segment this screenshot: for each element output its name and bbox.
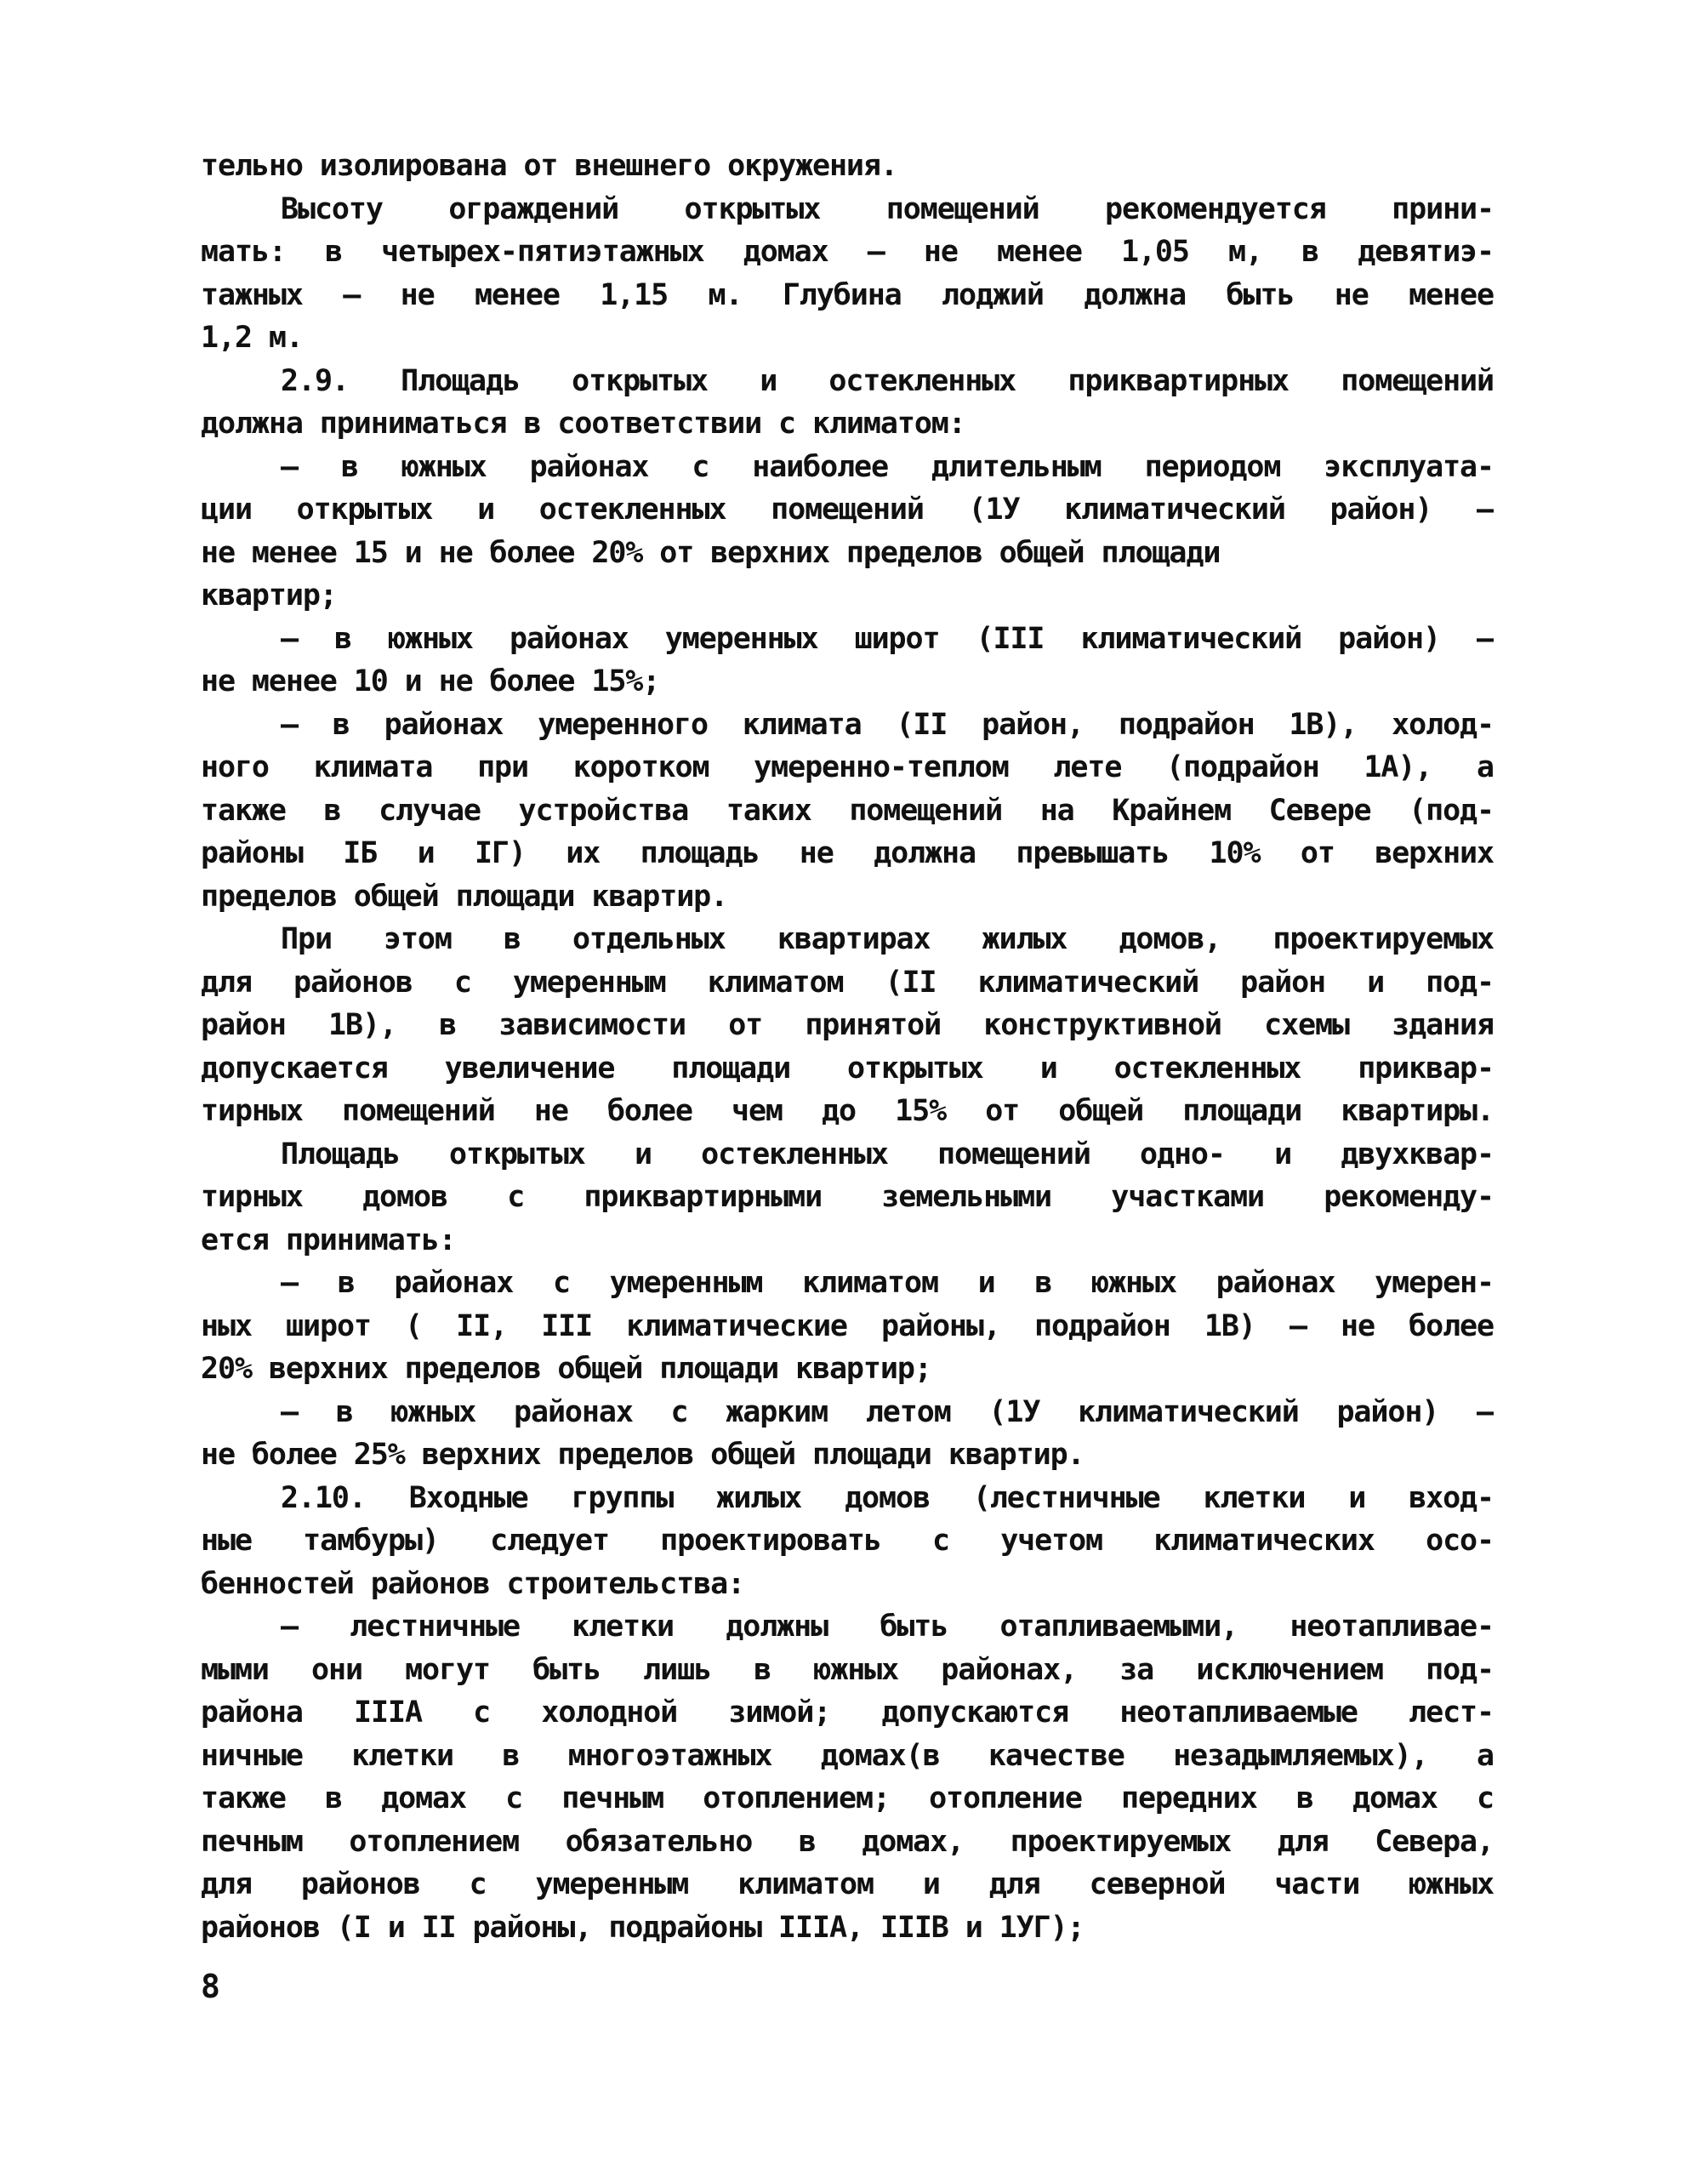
- page-number: 8: [201, 1968, 220, 2005]
- text-line: для районов с умеренным климатом и для северной части южных: [201, 1867, 1494, 1901]
- text-line: допускается увеличение площади открытых и остекленных приквар-: [201, 1051, 1494, 1086]
- text-line: тирных помещений не более чем до 15% от общей площади квартиры.: [201, 1094, 1494, 1128]
- text-line: 2.10. Входные группы жилых домов (лестничные клетки и вход-: [281, 1480, 1494, 1515]
- text-line: мать: в четырех-пятиэтажных домах – не менее 1,05 м, в девятиэ-: [201, 235, 1494, 269]
- text-line: бенностей районов строительства:: [201, 1566, 745, 1601]
- text-line: 20% верхних пределов общей площади квартир;: [201, 1352, 931, 1386]
- text-line: района IIIА с холодной зимой; допускаются неотапливаемые лест-: [201, 1696, 1494, 1730]
- text-line: пределов общей площади квартир.: [201, 879, 728, 914]
- text-line: тельно изолирована от внешнего окружения.: [201, 149, 897, 183]
- text-line: Высоту ограждений открытых помещений рекомендуется прини-: [281, 191, 1494, 226]
- text-line: – в южных районах с жарким летом (1У климатический район) –: [281, 1394, 1494, 1429]
- text-line: ничные клетки в многоэтажных домах(в качестве незадымляемых), а: [201, 1738, 1494, 1773]
- text-line: для районов с умеренным климатом (II климатический район и под-: [201, 965, 1494, 1000]
- text-line: мыми они могут быть лишь в южных районах, за исключением под-: [201, 1652, 1494, 1687]
- text-line: не менее 15 и не более 20% от верхних пределов общей площади: [201, 535, 1221, 570]
- text-line: районы IБ и IГ) их площадь не должна превышать 10% от верхних: [201, 836, 1494, 870]
- text-line: также в случае устройства таких помещений на Крайнем Севере (под-: [201, 793, 1494, 828]
- text-line: ные тамбуры) следует проектировать с учетом климатических осо-: [201, 1524, 1494, 1558]
- text-line: должна приниматься в соответствии с климатом:: [201, 407, 965, 441]
- text-line: – в южных районах умеренных широт (III климатический район) –: [281, 621, 1494, 656]
- text-line: ется принимать:: [201, 1222, 456, 1257]
- text-line: Площадь открытых и остекленных помещений одно- и двухквар-: [281, 1137, 1494, 1171]
- text-line: 1,2 м.: [201, 321, 303, 355]
- text-line: не более 25% верхних пределов общей площади квартир.: [201, 1438, 1085, 1472]
- text-line: ных широт ( II, III климатические районы, подрайон 1В) – не более: [201, 1308, 1494, 1343]
- text-line: ции открытых и остекленных помещений (1У климатический район) –: [201, 493, 1494, 527]
- text-line: квартир;: [201, 578, 337, 613]
- text-line: тирных домов с приквартирными земельными участками рекоменду-: [201, 1180, 1494, 1214]
- body-text: [201, 145, 1494, 1949]
- text-line: 2.9. Площадь открытых и остекленных приквартирных помещений: [281, 363, 1494, 398]
- text-line: ного климата при коротком умеренно-теплом лете (подрайон 1А), а: [201, 750, 1494, 784]
- text-line: печным отоплением обязательно в домах, проектируемых для Севера,: [201, 1824, 1494, 1859]
- text-line: – в южных районах с наиболее длительным периодом эксплуата-: [281, 449, 1494, 484]
- text-line: районов (I и II районы, подрайоны IIIА, IIIВ и 1УГ);: [201, 1910, 1085, 1945]
- text-line: район 1В), в зависимости от принятой конструктивной схемы здания: [201, 1008, 1494, 1042]
- text-line: тажных – не менее 1,15 м. Глубина лоджий должна быть не менее: [201, 277, 1494, 312]
- text-line: не менее 10 и не более 15%;: [201, 664, 660, 698]
- text-line: – в районах с умеренным климатом и в южных районах умерен-: [281, 1266, 1494, 1300]
- text-line: – в районах умеренного климата (II район, подрайон 1В), холод-: [281, 707, 1494, 742]
- text-line: При этом в отдельных квартирах жилых домов, проектируемых: [281, 922, 1494, 956]
- text-line: – лестничные клетки должны быть отапливаемыми, неотапливае-: [281, 1610, 1494, 1644]
- text-line: также в домах с печным отоплением; отопление передних в домах с: [201, 1781, 1494, 1815]
